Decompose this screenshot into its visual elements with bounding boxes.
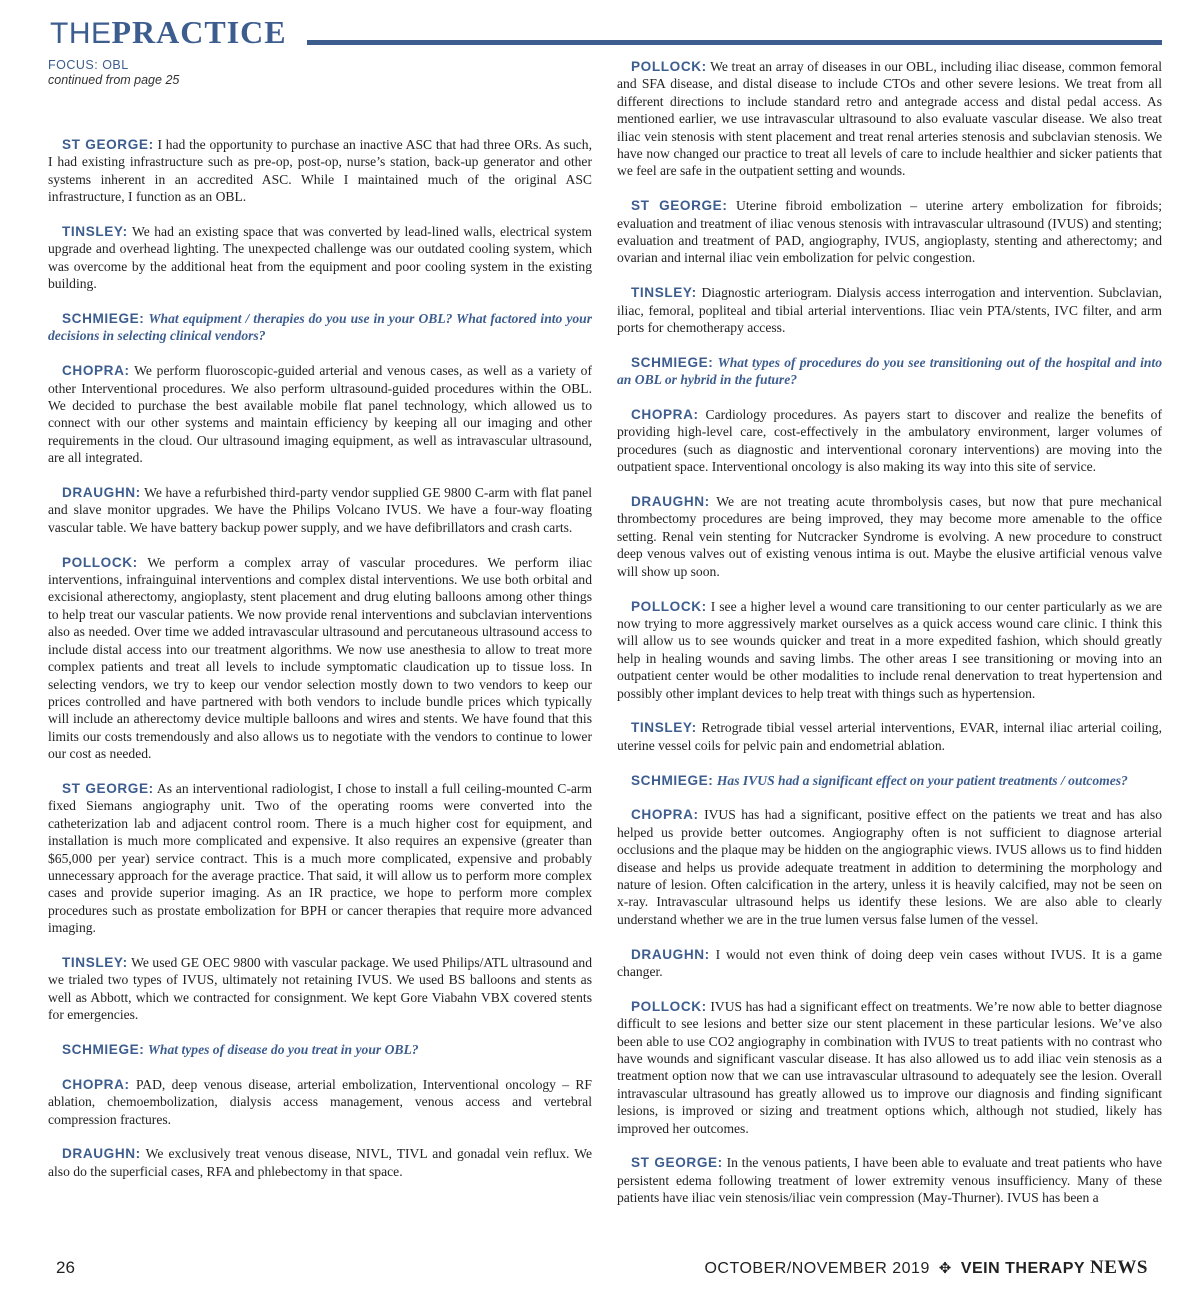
question-text: What equipment / therapies do you use in your OBL? What factored into your decisions in selecting clinical vendors?	[48, 311, 592, 344]
paragraph-st-george-2	[48, 780, 592, 937]
speaker-label: CHOPRA:	[62, 363, 130, 379]
paragraph-text: IVUS has had a significant, positive effect on the patients we treat and has also helped us provide better outcomes. Angiography often is not sufficient to diagnose arterial occlusions and the plaque may be hidden on the angiographic views. IVUS allows us to find hidden disease and helps us provide adequate treatment in addition to determining the morphology and nature of lesion. Often calcification in the artery, unless it is heavily calcified, may not be seen on x-ray. Intravascular ultrasound helps us identify these lesions. We are also able to clearly understand whether we are in the true lumen versus false lumen of the vessel.	[617, 807, 1162, 927]
paragraph-draughn-2	[48, 1145, 592, 1180]
speaker-label: POLLOCK:	[631, 598, 707, 614]
right-column	[617, 58, 1162, 1224]
speaker-label: CHOPRA:	[631, 407, 699, 423]
paragraph-text: We have a refurbished third-party vendor supplied GE 9800 C-arm with flat panel and slave monitor upgrades. We have the Philips Volcano IVUS. We have a four-way floating vascular table. We have battery backup power supply, and we have defibrillators and crash carts.	[48, 485, 592, 535]
speaker-label: DRAUGHN:	[62, 1146, 141, 1162]
question-schmiege-2	[48, 1041, 592, 1058]
left-column	[48, 136, 592, 1198]
paragraph-text: I had the opportunity to purchase an inactive ASC that had three ORs. As such, I had existing infrastructure such as pre-op, post-op, nurse’s station, back-up generator and other systems inherent in an accredited ASC. While I maintained much of the original ASC infrastructure, I function as an OBL.	[48, 137, 592, 205]
paragraph-draughn-1	[48, 484, 592, 536]
issue-date: OCTOBER/NOVEMBER 2019	[704, 1260, 930, 1277]
paragraph-chopra-2	[48, 1076, 592, 1128]
question-text: Has IVUS had a significant effect on your patient treatments / outcomes?	[716, 772, 1128, 788]
paragraph-text: IVUS has had a significant effect on treatments. We’re now able to better diagnose difficult to see lesions and better size our stent placement in these particular lesions. We’ve also been able to use CO2 angiography in combination with IVUS to treat patients with no contrast who have wounds and significant vascular disease. It has also allowed us to add iliac vein stenosis as a treatment option now that we can use intravascular ultrasound to adequately see the lesion. Overall intravascular ultrasound has greatly allowed us to improve our diagnosis and finding significant lesions, is improved or sizing and treatment options which, although not studied, likely has improved her outcomes.	[617, 998, 1162, 1136]
speaker-label: ST GEORGE:	[631, 198, 728, 214]
speaker-label: DRAUGHN:	[631, 946, 710, 962]
paragraph-text: I would not even think of doing deep vein cases without IVUS. It is a game changer.	[617, 946, 1162, 979]
paragraph-text: Diagnostic arteriogram. Dialysis access interrogation and intervention. Subclavian, iliac, femoral, popliteal and tibial arterial interventions. Iliac vein PTA/stents, IVC filter, and arm ports for chemotherapy access.	[617, 285, 1162, 336]
paragraph-text: I see a higher level a wound care transitioning to our center particularly as we are now trying to more aggressively market ourselves as a quick access wound care clinic. I think this will allow us to see wounds quicker and treat in a more expedited fashion, which should greatly help in healing wounds and saving limbs. The other areas I see transitioning or moving into an outpatient center would be other modalities to include renal denervation to treat hypertension and possibly other implant devices to help treat with things such as hypertension.	[617, 598, 1162, 701]
magazine-news: NEWS	[1090, 1257, 1148, 1278]
speaker-label: POLLOCK:	[631, 59, 707, 74]
paragraph-chopra-4	[617, 806, 1162, 928]
paragraph-chopra-1	[48, 362, 592, 466]
speaker-label: TINSLEY:	[631, 285, 697, 301]
question-schmiege-3	[617, 354, 1162, 389]
paragraph-draughn-3	[617, 493, 1162, 580]
question-schmiege-1	[48, 310, 592, 345]
paragraph-draughn-4	[617, 946, 1162, 981]
magazine-name: VEIN THERAPY	[960, 1260, 1086, 1277]
paragraph-tinsley-4	[617, 719, 1162, 754]
speaker-label: TINSLEY:	[62, 954, 128, 970]
masthead-rule	[307, 40, 1162, 45]
masthead-logo	[50, 14, 287, 54]
speaker-label: SCHMIEGE:	[631, 354, 714, 370]
question-text: What types of disease do you treat in your OBL?	[147, 1042, 419, 1057]
speaker-label: POLLOCK:	[62, 554, 138, 570]
section-focus: FOCUS: OBL	[48, 58, 129, 72]
speaker-label: SCHMIEGE:	[62, 311, 145, 327]
speaker-label: CHOPRA:	[62, 1076, 130, 1092]
masthead-practice: PRACTICE	[111, 14, 287, 50]
paragraph-text: PAD, deep venous disease, arterial embolization, Interventional oncology – RF ablation, chemoembolization, dialysis access management, venous access and vertebral compression fractures.	[48, 1076, 592, 1127]
paragraph-st-george-3	[617, 197, 1162, 267]
speaker-label: ST GEORGE:	[62, 780, 154, 796]
speaker-label: ST GEORGE:	[62, 137, 154, 152]
paragraph-st-george-4	[617, 1154, 1162, 1206]
question-schmiege-4	[617, 772, 1162, 789]
speaker-label: SCHMIEGE:	[631, 772, 714, 788]
paragraph-pollock-1	[48, 554, 592, 763]
paragraph-text: In the venous patients, I have been able to evaluate and treat patients who have persistent edema following treatment of lower extremity venous insufficiency. Many of these patients have iliac vein stenosis/iliac vein compression (May-Thurner). IVUS has been a	[617, 1155, 1162, 1206]
speaker-label: CHOPRA:	[631, 807, 699, 823]
paragraph-tinsley-3	[617, 284, 1162, 336]
paragraph-text: As an interventional radiologist, I chose to install a full ceiling-mounted C-arm fixed Siemans angiography unit. Two of the operating rooms were converted into the catheterization lab and adjacent control room. There is a much higher cost for equipment, and installation is much more complicated and expensive. It also requires an expensive (greater than $65,000 per year) service contract. This is a much more complicated, expensive and probably unnecessary approach for the average practice. That said, it will allow us to perform more complex cases and provide superior imaging. As an IR practice, we hope to perform more complex procedures such as prostate embolization for BPH or cancer therapies that require more advanced imaging.	[48, 780, 592, 936]
paragraph-tinsley-2	[48, 954, 592, 1024]
paragraph-st-george-1	[48, 136, 592, 206]
masthead-the: THE	[50, 17, 112, 50]
speaker-label: SCHMIEGE:	[62, 1042, 145, 1057]
question-text: What types of procedures do you see transitioning out of the hospital and into an OBL or hybrid in the future?	[617, 354, 1162, 388]
paragraph-text: We had an existing space that was converted by lead-lined walls, electrical system upgrade and overhead lighting. The unexpected challenge was our outdated cooling system, which was overcome by the additional heat from the equipment and poor cooling system in the existing building.	[48, 224, 592, 292]
speaker-label: TINSLEY:	[631, 720, 697, 736]
continued-note: continued from page 25	[48, 73, 180, 87]
footer-issue-line	[704, 1257, 1148, 1279]
speaker-label: DRAUGHN:	[62, 485, 141, 501]
paragraph-text: We perform a complex array of vascular procedures. We perform iliac interventions, infrainguinal interventions and complex distal interventions. We use both orbital and excisional atherectomy, angioplasty, stent placement and drug eluting balloons among other things to help treat our vascular patients. We now provide renal interventions and subclavian interventions also as needed. Over time we added intravascular ultrasound and percutaneous ultrasound access to include distal access into our treatment algorithms. We now use anesthesia to allow to treat more complex patients and treat all levels to include symptomatic claudication up to tissue loss. In selecting vendors, we try to keep our vendor selection mostly down to two vendors to keep our prices controlled and have partnered with both vendors to include bundle prices which typically will include an atherectomy device multiple balloons and wires and stents. We have found that this limits our costs tremendously and also allows us to negotiate with the vendors to continue to lower our cost as needed.	[48, 554, 593, 762]
paragraph-text: We are not treating acute thrombolysis cases, but now that pure mechanical thrombectomy procedures are being improved, they may become more amenable to the office setting. Renal vein stenting for Nutcracker Syndrome is evolving. A new procedure to construct deep venous valves out of existing venous intima is out. Maybe the elusive artificial venous valve will show up soon.	[617, 494, 1162, 579]
paragraph-pollock-3	[617, 598, 1162, 702]
diamond-icon: ✥	[938, 1260, 952, 1277]
paragraph-text: We exclusively treat venous disease, NIVL, TIVL and gonadal vein reflux. We also do the superficial cases, RFA and phlebectomy in that space.	[48, 1146, 593, 1179]
speaker-label: TINSLEY:	[62, 224, 128, 240]
paragraph-text: Retrograde tibial vessel arterial interventions, EVAR, internal iliac arterial coiling, uterine vessel coils for pelvic pain and endometrial ablation.	[617, 720, 1162, 753]
paragraph-text: Cardiology procedures. As payers start to discover and realize the benefits of providing high-level care, cost-effectively in the ambulatory environment, larger volumes of procedures (such as diagnostic and interventional coronary interventions) are moving into the outpatient space. Interventional oncology is also making its way into this site of service.	[617, 407, 1162, 475]
speaker-label: POLLOCK:	[631, 998, 707, 1014]
paragraph-text: Uterine fibroid embolization – uterine artery embolization for fibroids; evaluation and treatment of iliac venous stenosis with intravascular ultrasound (IVUS) and stenting; evaluation and treatment of PAD, angiography, IVUS, angioplasty, stenting and atherectomy; and ovarian and internal iliac vein embolization for pelvic congestion.	[617, 198, 1162, 266]
paragraph-chopra-3	[617, 406, 1162, 476]
speaker-label: DRAUGHN:	[631, 494, 710, 510]
page-number: 26	[56, 1258, 75, 1277]
paragraph-pollock-4	[617, 998, 1162, 1137]
paragraph-text: We perform fluoroscopic-guided arterial and venous cases, as well as a variety of other Interventional procedures. We also perform ultrasound-guided procedures within the OBL. We decided to purchase the best available mobile flat panel technology, which allowed us to connect with our other systems and maintain efficiency by keeping all our imaging and other requirements in the cloud. Our ultrasound imaging equipment, as well as intravascular ultrasound, are all integrated.	[48, 363, 593, 466]
speaker-label: ST GEORGE:	[631, 1155, 723, 1171]
paragraph-text: We used GE OEC 9800 with vascular package. We used Philips/ATL ultrasound and we trialed two types of IVUS, ultimately not retaining IVUS. We used BS balloons and stents as well as Abbott, which we contracted for consignment. We kept Gore Viabahn VBX covered stents for emergencies.	[48, 954, 593, 1023]
paragraph-text: We treat an array of diseases in our OBL, including iliac disease, common femoral and SFA disease, and distal disease to include CTOs and other severe lesions. We treat from all different directions to include standard retro and antegrade access and distal pedal access. As mentioned earlier, we use intravascular ultrasound to also evaluate vascular disease. We also treat iliac vein stenosis with stent placement and treat renal arteries stenosis and subclavian stenosis. We have now changed our practice to treat all levels of care to include healthier and sicker patients that we feel are safe in the outpatient setting and wounds.	[617, 59, 1162, 179]
paragraph-tinsley-1	[48, 223, 592, 293]
paragraph-pollock-2	[617, 58, 1162, 180]
